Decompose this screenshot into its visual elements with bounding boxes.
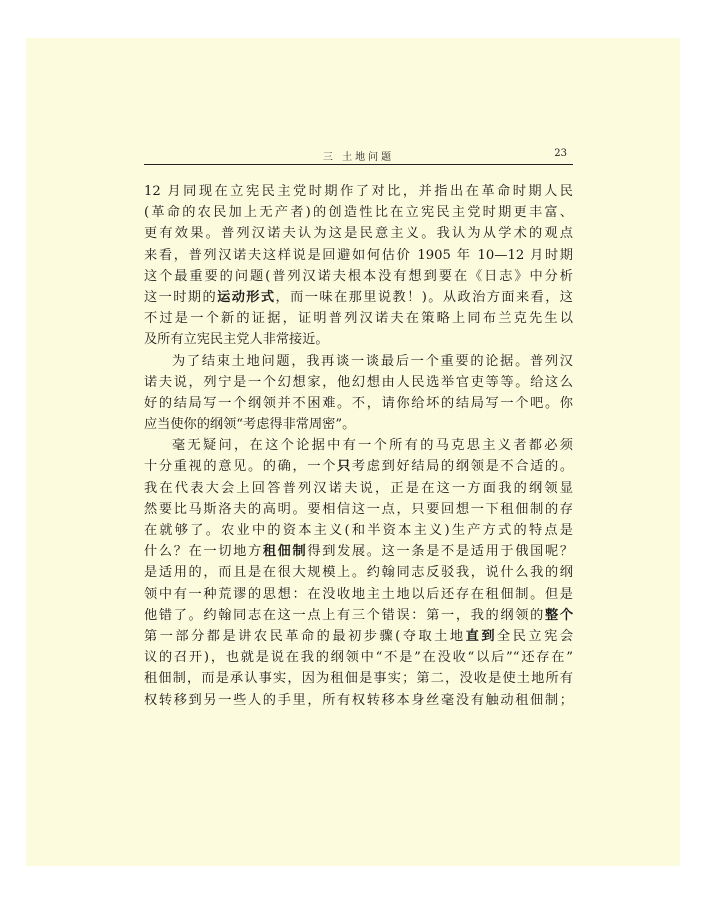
- text-line: [144, 690, 573, 711]
- emphasis-text: 运动形式: [217, 289, 276, 305]
- text-segment: 诺夫说，列宁是一个幻想家，他幻想由人民选举官吏等等。给这么: [144, 374, 573, 390]
- text-segment: 什么？在一切地方: [144, 544, 263, 560]
- text-line: [144, 181, 573, 202]
- text-line: [144, 435, 573, 456]
- text-segment: 他错了。约翰同志在这一点上有三个错误：第一，我的纲领的: [144, 607, 545, 623]
- text-line: [144, 668, 573, 689]
- text-segment: 及所有立宪民主党人非常接近。: [144, 332, 329, 348]
- text-segment: (革命的农民加上无产者)的创造性比在立宪民主党时期更丰富、: [144, 205, 573, 221]
- text-segment: 为了结束土地问题，我再谈一谈最后一个重要的论据。普列汉: [172, 353, 573, 369]
- body-text: [144, 181, 573, 711]
- text-line: [144, 626, 573, 647]
- text-segment: 我在代表大会上回答普列汉诺夫说，正是在这一方面我的纲领显: [144, 480, 573, 496]
- text-line: [144, 287, 573, 308]
- chapter-title: 三 土地问题: [322, 152, 395, 163]
- text-segment: ，而一味在那里说教！)。从政治方面来看，这: [275, 289, 573, 305]
- text-segment: 十分重视的意见。的确，一个: [144, 459, 338, 475]
- text-line: [144, 456, 573, 477]
- emphasis-text: 直到: [465, 628, 498, 644]
- text-line: [144, 562, 573, 583]
- text-line: [144, 647, 573, 668]
- text-segment: 考虑到好结局的纲领是不合适的。: [351, 459, 573, 475]
- text-line: [144, 584, 573, 605]
- text-segment: 这个最重要的问题(普列汉诺夫根本没有想到要在《日志》中分析: [144, 268, 573, 284]
- text-segment: 是适用的，而且是在很大规模上。约翰同志反驳我，说什么我的纲: [144, 565, 573, 581]
- page-number: 23: [554, 148, 567, 159]
- text-line: [144, 520, 573, 541]
- text-segment: 在就够了。农业中的资本主义(和半资本主义)生产方式的特点是: [144, 523, 573, 538]
- text-line: [144, 372, 573, 393]
- text-line: [144, 202, 573, 223]
- text-line: [144, 245, 573, 266]
- text-line: [144, 266, 573, 287]
- text-line: [144, 223, 573, 244]
- text-line: [144, 541, 573, 562]
- text-segment: 好的结局写一个纲领并不困难。不，请你给坏的结局写一个吧。你: [144, 395, 573, 411]
- text-line: [144, 499, 573, 520]
- text-segment: 不过是一个新的证据，证明普列汉诺夫在策略上同布兰克先生以: [144, 311, 573, 327]
- text-line: [144, 605, 573, 626]
- text-segment: 领中有一种荒谬的思想：在没收地主土地以后还存在租佃制。但是: [144, 586, 573, 602]
- text-line: [144, 393, 573, 414]
- emphasis-text: 整个: [544, 607, 573, 623]
- text-line: [144, 329, 573, 350]
- text-segment: 得到发展。这一条是不是适用于俄国呢？: [307, 544, 573, 560]
- text-segment: 这一时期的: [144, 289, 218, 305]
- text-segment: 来看，普列汉诺夫这样说是回避如何估价 1905 年 10—12 月时期: [144, 247, 573, 263]
- emphasis-text: 租佃制: [262, 544, 308, 560]
- text-segment: 应当使你的纲领“考虑得非常周密”。: [144, 417, 356, 433]
- text-segment: 12 月同现在立宪民主党时期作了对比，并指出在革命时期人民: [144, 184, 573, 199]
- text-segment: 全民立宪会: [497, 628, 573, 644]
- running-header: [144, 142, 573, 165]
- text-line: [144, 478, 573, 499]
- emphasis-text: 只: [337, 459, 352, 475]
- text-segment: 毫无疑问，在这个论据中有一个所有的马克思主义者都必须: [172, 438, 573, 454]
- text-line: [144, 414, 573, 435]
- text-segment: 第一部分都是讲农民革命的最初步骤(夺取土地: [144, 628, 466, 644]
- text-segment: 议的召开)，也就是说在我的纲领中“不是”在没收“以后”“还存在”: [144, 650, 573, 666]
- text-segment: 然要比马斯洛夫的高明。要相信这一点，只要回想一下租佃制的存: [144, 501, 573, 517]
- text-segment: 权转移到另一些人的手里，所有权转移本身丝毫没有触动租佃制；: [144, 692, 573, 708]
- text-line: [144, 308, 573, 329]
- text-segment: 租佃制，而是承认事实，因为租佃是事实；第二，没收是使土地所有: [144, 671, 573, 687]
- text-segment: 更有效果。普列汉诺夫认为这是民意主义。我认为从学术的观点: [144, 226, 573, 242]
- text-line: [144, 351, 573, 372]
